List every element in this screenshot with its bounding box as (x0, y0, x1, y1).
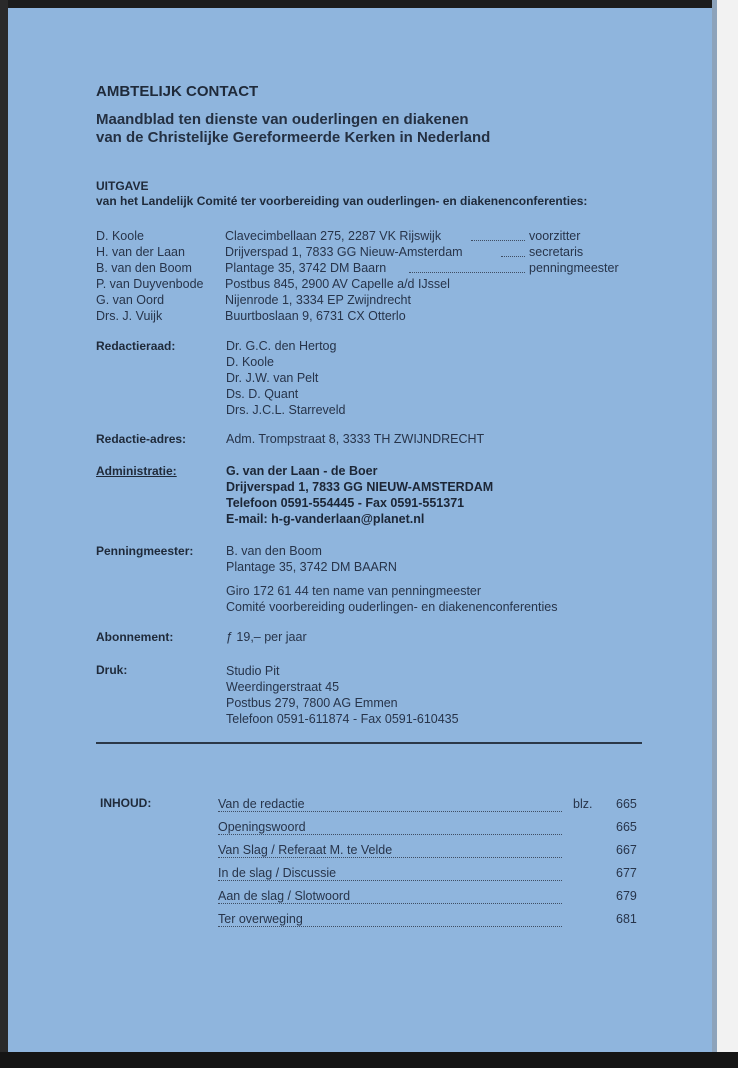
abonnement-label: Abonnement: (96, 630, 174, 644)
druk-details (226, 663, 459, 727)
committee-address: Clavecimbellaan 275, 2287 VK Rijswijk (225, 229, 444, 243)
redactieraad-member: Ds. D. Quant (226, 387, 299, 401)
committee-address: Plantage 35, 3742 DM Baarn (225, 261, 389, 275)
redactieraad-member: D. Koole (226, 355, 274, 369)
uitgave-description: van het Landelijk Comité ter voorbereiding van ouderlingen- en diakenenconferenties: (96, 194, 588, 208)
toc-page-number: 665 (616, 797, 637, 811)
administratie-name: G. van der Laan - de Boer (226, 464, 378, 478)
committee-role: voorzitter (529, 229, 581, 243)
toc-entry (218, 889, 638, 911)
toc-entry (218, 843, 638, 865)
subtitle-line-1: Maandblad ten dienste van ouderlingen en diakenen (96, 111, 469, 128)
committee-address: Buurtboslaan 9, 6731 CX Otterlo (225, 309, 406, 323)
toc-entry (218, 866, 638, 888)
toc-entry (218, 912, 638, 934)
redactieraad-member: Drs. J.C.L. Starreveld (226, 403, 346, 417)
committee-role: penningmeester (529, 261, 619, 275)
druk-name: Studio Pit (226, 664, 280, 678)
committee-names (96, 228, 204, 324)
leader-dots (501, 244, 525, 257)
redactieraad-members (226, 338, 345, 418)
committee-name: G. van Oord (96, 293, 165, 307)
committee-address: Drijverspad 1, 7833 GG Nieuw-Amsterdam (225, 245, 466, 259)
administratie-label: Administratie: (96, 464, 177, 478)
toc-page-number: 665 (616, 820, 637, 834)
committee-role: secretaris (529, 245, 584, 259)
penningmeester-name: B. van den Boom (226, 544, 322, 558)
druk-postbus: Postbus 279, 7800 AG Emmen (226, 696, 398, 710)
toc-title: Van Slag / Referaat M. te Velde (218, 843, 395, 857)
toc-entry (218, 820, 638, 842)
toc-page-number: 667 (616, 843, 637, 857)
penningmeester-label: Penningmeester: (96, 544, 194, 558)
redactie-adres-value: Adm. Trompstraat 8, 3333 TH ZWIJNDRECHT (226, 432, 485, 446)
committee-name: D. Koole (96, 229, 144, 243)
administratie-phone: Telefoon 0591-554445 - Fax 0591-551371 (226, 496, 465, 510)
toc-title: Aan de slag / Slotwoord (218, 889, 353, 903)
section-divider (96, 742, 642, 744)
redactie-adres-label: Redactie-adres: (96, 432, 187, 446)
toc-title: In de slag / Discussie (218, 866, 339, 880)
colophon-page (8, 8, 712, 1052)
redactieraad-member: Dr. G.C. den Hertog (226, 339, 337, 353)
leader-dots (409, 260, 525, 273)
toc-entry (218, 797, 638, 819)
inhoud-label: INHOUD: (100, 796, 152, 810)
penningmeester-details (226, 543, 557, 615)
committee-name: B. van den Boom (96, 261, 192, 275)
druk-phone: Telefoon 0591-611874 - Fax 0591-610435 (226, 712, 459, 726)
publication-title: AMBTELIJK CONTACT (96, 83, 259, 100)
committee-name: H. van der Laan (96, 245, 185, 259)
committee-name: Drs. J. Vuijk (96, 309, 163, 323)
redactieraad-member: Dr. J.W. van Pelt (226, 371, 319, 385)
administratie-details (226, 463, 493, 527)
committee-address: Postbus 845, 2900 AV Capelle a/d IJssel (225, 277, 450, 291)
administratie-address: Drijverspad 1, 7833 GG NIEUW-AMSTERDAM (226, 480, 494, 494)
committee-roles (529, 228, 619, 276)
publication-subtitle (96, 111, 490, 147)
toc-title: Ter overweging (218, 912, 306, 926)
committee-addresses (225, 228, 525, 324)
redactieraad-label: Redactieraad: (96, 339, 176, 353)
toc-title: Van de redactie (218, 797, 308, 811)
abonnement-value: ƒ 19,– per jaar (226, 630, 307, 644)
scan-border-top (0, 0, 738, 8)
druk-street: Weerdingerstraat 45 (226, 680, 340, 694)
toc-page-number: 679 (616, 889, 637, 903)
committee-name: P. van Duyvenbode (96, 277, 204, 291)
toc-blz-label: blz. (573, 797, 593, 811)
scan-page-edge (712, 0, 717, 1068)
administratie-email: E-mail: h-g-vanderlaan@planet.nl (226, 512, 425, 526)
committee-address: Nijenrode 1, 3334 EP Zwijndrecht (225, 293, 411, 307)
toc-page-number: 677 (616, 866, 637, 880)
uitgave-heading: UITGAVE (96, 179, 149, 193)
penningmeester-giro: Giro 172 61 44 ten name van penningmeester (226, 584, 482, 598)
druk-label: Druk: (96, 663, 128, 677)
scan-border-bottom (0, 1052, 738, 1068)
penningmeester-giro-name: Comité voorbereiding ouderlingen- en diakenenconferenties (226, 600, 558, 614)
subtitle-line-2: van de Christelijke Gereformeerde Kerken in Nederland (96, 129, 491, 146)
penningmeester-address: Plantage 35, 3742 DM BAARN (226, 560, 397, 574)
scan-border-left (0, 0, 8, 1068)
toc-title: Openingswoord (218, 820, 309, 834)
toc-page-number: 681 (616, 912, 637, 926)
leader-dots (471, 228, 525, 241)
